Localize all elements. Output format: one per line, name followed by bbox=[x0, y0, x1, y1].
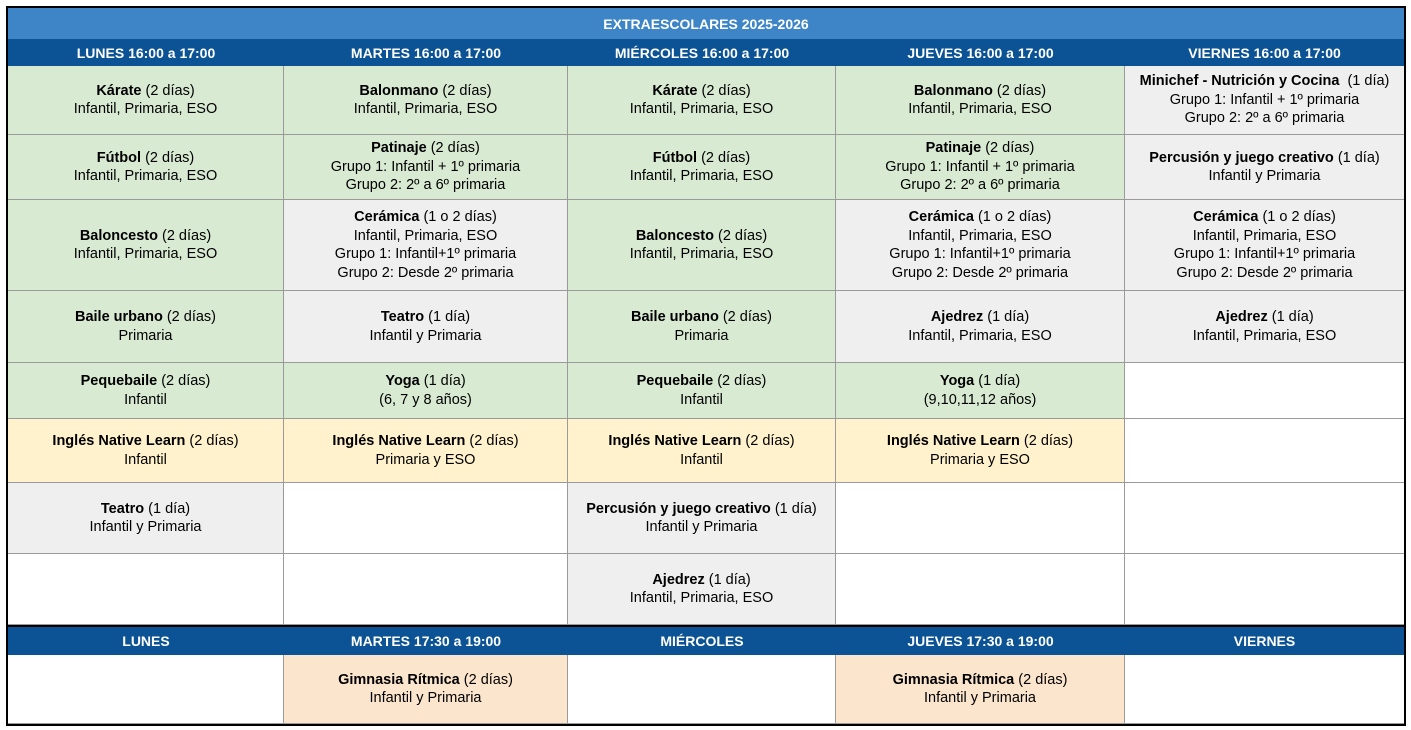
activity-cell-pequebaile bbox=[568, 363, 836, 419]
activity-days: (1 día) bbox=[144, 500, 191, 517]
empty-cell bbox=[1125, 554, 1404, 625]
activity-days: (1 o 2 días) bbox=[1258, 209, 1336, 225]
activity-name: Yoga bbox=[939, 373, 975, 389]
activity-detail-line: Infantil y Primaria bbox=[923, 690, 1036, 706]
activity-detail-line: Infantil, Primaria, ESO bbox=[73, 168, 218, 184]
activity-title bbox=[338, 671, 513, 690]
activity-name: Baloncesto bbox=[635, 227, 714, 244]
activity-days: (1 día) bbox=[704, 571, 751, 588]
activity-detail-line: Infantil, Primaria, ESO bbox=[353, 227, 498, 244]
activity-detail-line: Infantil y Primaria bbox=[369, 327, 482, 344]
activity-name: Teatro bbox=[380, 309, 425, 325]
activity-name: Gimnasia Rítmica bbox=[892, 671, 1015, 688]
activity-title bbox=[931, 308, 1029, 327]
activity-title bbox=[96, 82, 194, 101]
activity-detail-line: Grupo 1: Infantil+1º primaria bbox=[1173, 246, 1356, 262]
activity-days: (1 día) bbox=[983, 309, 1030, 325]
activity-title bbox=[608, 432, 794, 451]
activity-title bbox=[1140, 72, 1390, 91]
headers1-header-2: MARTES 16:00 a 17:00 bbox=[284, 39, 568, 66]
activity-days: (2 días) bbox=[981, 140, 1035, 157]
activity-detail-line: Infantil, Primaria, ESO bbox=[629, 168, 774, 184]
activity-title bbox=[80, 227, 211, 246]
activity-title bbox=[586, 500, 816, 519]
activity-detail-line: Infantil y Primaria bbox=[369, 690, 482, 706]
activity-detail-line: Infantil, Primaria, ESO bbox=[908, 327, 1052, 344]
activity-title bbox=[631, 308, 772, 327]
activity-name: Pequebaile bbox=[80, 373, 158, 389]
activity-name: Cerámica bbox=[1193, 209, 1259, 225]
activity-title bbox=[101, 500, 190, 519]
empty-cell bbox=[1125, 483, 1404, 554]
activity-days: (1 día) bbox=[1333, 149, 1380, 166]
activity-detail-line: Infantil, Primaria, ESO bbox=[629, 246, 774, 262]
activity-detail-line: Grupo 1: Infantil + 1º primaria bbox=[330, 158, 521, 175]
activity-detail-line: Primaria y ESO bbox=[930, 451, 1030, 468]
activity-detail-line: Infantil y Primaria bbox=[89, 519, 202, 535]
activity-title bbox=[354, 208, 497, 227]
activity-cell-percusion-y-juego-creativo bbox=[1125, 135, 1404, 200]
activity-cell-baloncesto bbox=[568, 200, 836, 291]
activity-title bbox=[381, 308, 470, 327]
activity-detail-line: Grupo 1: Infantil + 1º primaria bbox=[1169, 91, 1360, 108]
activity-days: (2 días) bbox=[426, 140, 480, 157]
headers2-header-4: JUEVES 17:30 a 19:00 bbox=[836, 627, 1125, 655]
activity-name: Minichef - Nutrición y Cocina bbox=[1139, 73, 1340, 90]
activity-days: (1 día) bbox=[424, 309, 471, 325]
activity-days: (2 días) bbox=[1014, 671, 1068, 688]
activity-detail-line: Infantil, Primaria, ESO bbox=[629, 101, 774, 117]
activity-cell-ingles-native-learn bbox=[8, 419, 284, 483]
activity-cell-ingles-native-learn bbox=[836, 419, 1125, 483]
activity-cell-baloncesto bbox=[8, 200, 284, 291]
activity-title bbox=[652, 571, 750, 590]
activity-cell-balonmano bbox=[284, 66, 568, 135]
activity-title bbox=[909, 208, 1052, 227]
activity-days: (2 días) bbox=[713, 373, 767, 389]
activity-days: (1 día) bbox=[974, 373, 1021, 389]
activity-days: (1 o 2 días) bbox=[419, 209, 497, 225]
activity-title bbox=[637, 372, 767, 391]
activity-detail-line: Grupo 2: 2º a 6º primaria bbox=[1184, 110, 1345, 127]
activity-title bbox=[914, 82, 1046, 101]
activity-cell-yoga bbox=[284, 363, 568, 419]
activity-cell-ceramica bbox=[1125, 200, 1404, 291]
activity-days: (2 días) bbox=[1019, 433, 1074, 449]
activity-detail-line: Infantil y Primaria bbox=[1208, 168, 1321, 184]
activity-detail-line: Primaria bbox=[674, 327, 729, 344]
activity-title bbox=[385, 372, 465, 391]
empty-cell bbox=[8, 655, 284, 724]
empty-cell bbox=[284, 483, 568, 554]
activity-cell-teatro bbox=[8, 483, 284, 554]
activity-detail-line: Infantil, Primaria, ESO bbox=[629, 590, 774, 606]
activity-name: Kárate bbox=[96, 82, 142, 99]
activity-cell-balonmano bbox=[836, 66, 1125, 135]
activity-cell-ceramica bbox=[836, 200, 1125, 291]
activity-name: Yoga bbox=[385, 373, 420, 389]
headers1-header-1: LUNES 16:00 a 17:00 bbox=[8, 39, 284, 66]
activity-days: (2 días) bbox=[141, 149, 195, 166]
activity-days: (1 día) bbox=[770, 500, 817, 517]
activity-days: (2 días) bbox=[697, 149, 751, 166]
activity-title bbox=[1149, 149, 1379, 168]
activity-title bbox=[636, 227, 767, 246]
activity-cell-patinaje bbox=[284, 135, 568, 200]
activity-detail-line: (6, 7 y 8 años) bbox=[379, 391, 472, 408]
activity-cell-yoga bbox=[836, 363, 1125, 419]
activity-name: Pequebaile bbox=[636, 373, 714, 389]
activity-title bbox=[75, 308, 216, 327]
activity-days: (2 días) bbox=[438, 82, 492, 99]
activity-cell-futbol bbox=[8, 135, 284, 200]
activity-name: Fútbol bbox=[96, 149, 142, 166]
empty-cell bbox=[568, 655, 836, 724]
activity-cell-pequebaile bbox=[8, 363, 284, 419]
activity-days: (1 día) bbox=[1267, 309, 1314, 325]
empty-cell bbox=[284, 554, 568, 625]
empty-cell bbox=[1125, 419, 1404, 483]
activity-days: (2 días) bbox=[459, 671, 513, 688]
activity-name: Cerámica bbox=[354, 209, 420, 225]
empty-cell bbox=[836, 554, 1125, 625]
activity-title bbox=[97, 149, 194, 168]
activity-detail-line: Infantil, Primaria, ESO bbox=[73, 101, 218, 117]
activity-cell-ajedrez bbox=[836, 291, 1125, 363]
section-divider bbox=[8, 625, 1404, 627]
activity-name: Inglés Native Learn bbox=[608, 433, 742, 449]
table-title: EXTRAESCOLARES 2025-2026 bbox=[8, 8, 1404, 39]
activity-cell-baile-urbano bbox=[8, 291, 284, 363]
activity-days: (1 o 2 días) bbox=[973, 209, 1052, 225]
schedule-table bbox=[6, 6, 1406, 726]
activity-detail-line: Infantil, Primaria, ESO bbox=[1192, 327, 1337, 344]
activity-title bbox=[52, 432, 238, 451]
activity-detail-line: Grupo 1: Infantil + 1º primaria bbox=[885, 158, 1075, 175]
activity-name: Inglés Native Learn bbox=[886, 433, 1020, 449]
activity-name: Percusión y juego creativo bbox=[1149, 149, 1334, 166]
activity-days: (2 días) bbox=[157, 373, 211, 389]
activity-detail-line: Infantil bbox=[124, 451, 167, 468]
activity-title bbox=[1215, 308, 1313, 327]
activity-detail-line: Primaria bbox=[118, 327, 173, 344]
activity-name: Ajedrez bbox=[930, 309, 984, 325]
activity-detail-line: Grupo 2: 2º a 6º primaria bbox=[345, 177, 506, 194]
headers1-header-5: VIERNES 16:00 a 17:00 bbox=[1125, 39, 1404, 66]
empty-cell bbox=[1125, 363, 1404, 419]
activity-cell-ingles-native-learn bbox=[284, 419, 568, 483]
activity-title bbox=[81, 372, 211, 391]
activity-detail-line: Grupo 2: 2º a 6º primaria bbox=[900, 177, 1060, 194]
activity-name: Teatro bbox=[100, 500, 145, 517]
activity-detail-line: Primaria y ESO bbox=[375, 451, 476, 468]
activity-days: (2 días) bbox=[157, 227, 212, 244]
activity-title bbox=[332, 432, 518, 451]
empty-cell bbox=[8, 554, 284, 625]
activity-detail-line: Grupo 2: Desde 2º primaria bbox=[337, 264, 514, 281]
activity-name: Gimnasia Rítmica bbox=[338, 671, 460, 688]
activity-detail-line: Infantil, Primaria, ESO bbox=[73, 246, 218, 262]
activity-name: Inglés Native Learn bbox=[52, 433, 186, 449]
headers1-header-4: JUEVES 16:00 a 17:00 bbox=[836, 39, 1125, 66]
activity-cell-patinaje bbox=[836, 135, 1125, 200]
activity-cell-gimnasia-ritmica bbox=[836, 655, 1125, 724]
activity-name: Cerámica bbox=[908, 209, 974, 225]
activity-detail-line: (9,10,11,12 años) bbox=[923, 391, 1037, 408]
activity-days: (2 días) bbox=[992, 82, 1047, 99]
activity-cell-futbol bbox=[568, 135, 836, 200]
activity-days: (2 días) bbox=[718, 309, 772, 325]
activity-name: Balonmano bbox=[359, 82, 439, 99]
activity-title bbox=[926, 139, 1035, 158]
empty-cell bbox=[1125, 655, 1404, 724]
headers2-header-2: MARTES 17:30 a 19:00 bbox=[284, 627, 568, 655]
activity-cell-ajedrez bbox=[1125, 291, 1404, 363]
empty-cell bbox=[836, 483, 1125, 554]
activity-detail-line: Infantil bbox=[680, 451, 723, 468]
activity-days: (2 días) bbox=[697, 82, 751, 99]
activity-title bbox=[371, 139, 480, 158]
activity-cell-gimnasia-ritmica bbox=[284, 655, 568, 724]
activity-cell-baile-urbano bbox=[568, 291, 836, 363]
activity-cell-karate bbox=[568, 66, 836, 135]
activity-title bbox=[359, 82, 491, 101]
activity-detail-line: Grupo 1: Infantil+1º primaria bbox=[334, 246, 517, 262]
activity-title bbox=[652, 82, 750, 101]
activity-detail-line: Grupo 2: Desde 2º primaria bbox=[891, 264, 1069, 281]
activity-days: (2 días) bbox=[713, 227, 768, 244]
activity-detail-line: Infantil y Primaria bbox=[645, 519, 758, 535]
activity-name: Percusión y juego creativo bbox=[586, 500, 771, 517]
headers2-header-3: MIÉRCOLES bbox=[568, 627, 836, 655]
headers1-header-3: MIÉRCOLES 16:00 a 17:00 bbox=[568, 39, 836, 66]
activity-name: Baloncesto bbox=[79, 227, 158, 244]
activity-detail-line: Infantil, Primaria, ESO bbox=[1192, 227, 1337, 244]
activity-cell-minichef-nutricion-y-cocina bbox=[1125, 66, 1404, 135]
activity-detail-line: Infantil bbox=[680, 391, 723, 408]
activity-title bbox=[887, 432, 1073, 451]
activity-cell-teatro bbox=[284, 291, 568, 363]
activity-days: (2 días) bbox=[185, 433, 239, 449]
activity-days: (1 día) bbox=[1339, 73, 1390, 90]
activity-days: (2 días) bbox=[162, 309, 216, 325]
activity-name: Patinaje bbox=[371, 140, 427, 157]
activity-detail-line: Grupo 1: Infantil+1º primaria bbox=[889, 246, 1071, 262]
activity-name: Ajedrez bbox=[1215, 309, 1268, 325]
activity-detail-line: Infantil, Primaria, ESO bbox=[353, 101, 498, 117]
headers2-header-5: VIERNES bbox=[1125, 627, 1404, 655]
activity-title bbox=[940, 372, 1020, 391]
activity-name: Ajedrez bbox=[652, 571, 705, 588]
activity-detail-line: Infantil, Primaria, ESO bbox=[908, 101, 1052, 117]
activity-name: Kárate bbox=[652, 82, 698, 99]
activity-cell-ingles-native-learn bbox=[568, 419, 836, 483]
activity-days: (1 día) bbox=[419, 373, 466, 389]
activity-cell-ajedrez bbox=[568, 554, 836, 625]
activity-title bbox=[1193, 208, 1336, 227]
activity-days: (2 días) bbox=[141, 82, 195, 99]
activity-days: (2 días) bbox=[465, 433, 519, 449]
activity-name: Baile urbano bbox=[74, 309, 163, 325]
activity-title bbox=[893, 671, 1068, 690]
headers2-header-1: LUNES bbox=[8, 627, 284, 655]
activity-name: Inglés Native Learn bbox=[332, 433, 466, 449]
activity-cell-karate bbox=[8, 66, 284, 135]
activity-cell-percusion-y-juego-creativo bbox=[568, 483, 836, 554]
activity-detail-line: Grupo 2: Desde 2º primaria bbox=[1176, 264, 1353, 281]
activity-detail-line: Infantil, Primaria, ESO bbox=[908, 227, 1052, 244]
activity-name: Fútbol bbox=[652, 149, 698, 166]
activity-name: Patinaje bbox=[925, 140, 982, 157]
activity-days: (2 días) bbox=[741, 433, 795, 449]
activity-name: Baile urbano bbox=[630, 309, 719, 325]
activity-detail-line: Infantil bbox=[124, 391, 167, 408]
activity-name: Balonmano bbox=[913, 82, 993, 99]
activity-cell-ceramica bbox=[284, 200, 568, 291]
activity-title bbox=[653, 149, 750, 168]
